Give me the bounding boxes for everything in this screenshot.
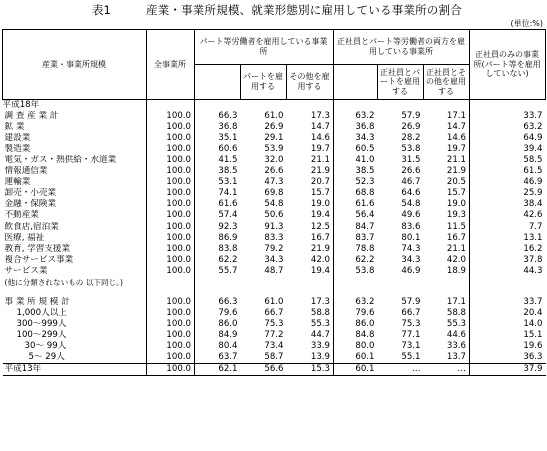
unit-label: (単位:%) xyxy=(510,19,543,28)
cell-value: 34.3 xyxy=(401,254,421,265)
cell-value: 56.6 xyxy=(241,364,287,376)
cell-value: 91.3 xyxy=(264,221,284,232)
header-regular-only: 正社員のみの事業所(パート等を雇用していない) xyxy=(470,30,546,100)
cell-value: 19.4 xyxy=(287,210,334,221)
cell-value: 38.5 xyxy=(218,166,238,177)
cell-value xyxy=(424,288,470,297)
cell-value: 100.0 xyxy=(147,199,195,210)
cell-value: 84.8 xyxy=(355,329,375,340)
cell-value: 54.8 xyxy=(401,199,421,210)
cell-value: 13.1 xyxy=(523,232,543,243)
cell-value: 34.3 xyxy=(355,133,375,144)
cell-value: 62.2 xyxy=(218,254,238,265)
cell-value: 29.1 xyxy=(264,133,284,144)
table-title xyxy=(0,2,547,18)
cell-value: 80.1 xyxy=(401,232,421,243)
row-label: 調 査 産 業 計 xyxy=(3,111,147,122)
cell-value: 48.7 xyxy=(264,265,284,276)
cell-value: 64.6 xyxy=(401,188,421,199)
cell-value: 61.6 xyxy=(355,199,375,210)
table-row xyxy=(3,319,546,330)
row-label: 電気・ガス・熱供給・水道業 xyxy=(3,155,147,166)
cell-value: 38.4 xyxy=(523,199,543,210)
table-row xyxy=(3,199,546,210)
cell-value xyxy=(470,288,546,297)
table-row xyxy=(3,111,546,122)
cell-value: 55.1 xyxy=(401,352,421,363)
cell-value: 100.0 xyxy=(147,233,195,244)
cell-value: 66.7 xyxy=(264,307,284,318)
cell-value: 68.8 xyxy=(355,188,375,199)
cell-value: 100.0 xyxy=(147,352,195,364)
cell-value: 100.0 xyxy=(147,297,195,308)
cell-value: 17.3 xyxy=(287,297,334,308)
table-row xyxy=(3,266,546,277)
header-other-employ: その他を雇用する xyxy=(287,65,334,100)
cell-value: 62.2 xyxy=(355,254,375,265)
cell-value: 64.9 xyxy=(523,133,543,144)
cell-value: 25.9 xyxy=(523,188,543,199)
cell-value: 86.0 xyxy=(218,318,238,329)
cell-value: 14.7 xyxy=(287,122,334,133)
cell-value xyxy=(147,277,195,288)
cell-value xyxy=(287,277,334,288)
table-row xyxy=(3,144,546,155)
cell-value: 33.6 xyxy=(424,341,470,352)
cell-value: 26.9 xyxy=(401,122,421,133)
cell-value: 83.7 xyxy=(355,232,375,243)
cell-value: 100.0 xyxy=(147,166,195,177)
cell-value: 50.6 xyxy=(264,210,284,221)
cell-value: 39.4 xyxy=(523,144,543,155)
cell-value: 78.8 xyxy=(355,243,375,254)
cell-value: 46.9 xyxy=(401,265,421,276)
row-label: 情報通信業 xyxy=(3,166,147,177)
cell-value: 26.6 xyxy=(264,166,284,177)
cell-value: 49.6 xyxy=(401,210,421,221)
cell-value: 55.3 xyxy=(287,319,334,330)
cell-value: 86.0 xyxy=(355,318,375,329)
header-part-employ: パートを雇用する xyxy=(241,65,287,100)
cell-value: 100.0 xyxy=(147,364,195,376)
cell-value xyxy=(334,288,378,297)
cell-value: 84.7 xyxy=(355,221,375,232)
cell-value: 11.5 xyxy=(424,222,470,233)
row-label: 医療, 福祉 xyxy=(3,233,147,244)
cell-value: 100.0 xyxy=(147,308,195,319)
cell-value: 73.1 xyxy=(401,340,421,351)
cell-value: 54.8 xyxy=(264,199,284,210)
header-regular-other: 正社員とその他を雇用する xyxy=(424,65,470,100)
cell-value: 100.0 xyxy=(147,155,195,166)
cell-value: 100.0 xyxy=(147,111,195,122)
cell-value: 26.9 xyxy=(264,122,284,133)
table-row xyxy=(3,188,546,199)
cell-value: 57.4 xyxy=(218,210,238,221)
cell-value: 79.6 xyxy=(218,307,238,318)
row-label: 卸売・小売業 xyxy=(3,188,147,199)
cell-value: 100.0 xyxy=(147,266,195,277)
cell-value: 61.0 xyxy=(264,111,284,122)
cell-value: 36.3 xyxy=(523,352,543,363)
cell-value: 33.7 xyxy=(523,296,543,307)
cell-value: 20.7 xyxy=(287,177,334,188)
cell-value: 53.8 xyxy=(401,144,421,155)
cell-value: 60.1 xyxy=(355,352,375,363)
cell-value: 47.3 xyxy=(264,177,284,188)
cell-value: 16.2 xyxy=(523,243,543,254)
table-row xyxy=(3,122,546,133)
cell-value: 66.3 xyxy=(218,296,238,307)
cell-value: 52.3 xyxy=(355,177,375,188)
cell-value: 17.1 xyxy=(424,297,470,308)
header-both-group: 正社員とパート等労働者の両方を雇用している事業所 xyxy=(334,30,470,65)
table-row xyxy=(3,155,546,166)
cell-value: 77.1 xyxy=(401,329,421,340)
cell-value xyxy=(287,288,334,297)
cell-value: 63.2 xyxy=(355,111,375,122)
cell-value: 46.7 xyxy=(401,177,421,188)
cell-value: 53.9 xyxy=(264,144,284,155)
section-label-h18: 平成18年 xyxy=(3,100,147,112)
cell-value: 42.0 xyxy=(424,255,470,266)
cell-value: 21.9 xyxy=(424,166,470,177)
cell-value: 63.2 xyxy=(523,122,543,133)
cell-value: 32.0 xyxy=(264,155,284,166)
row-label: 鉱 業 xyxy=(3,122,147,133)
table-row xyxy=(3,133,546,144)
cell-value: 21.1 xyxy=(287,155,334,166)
cell-value: 33.9 xyxy=(287,341,334,352)
row-label: 平成13年 xyxy=(3,364,147,376)
header-category: 産業・事業所規模 xyxy=(3,30,147,100)
cell-value: 44.7 xyxy=(287,330,334,341)
cell-value: … xyxy=(378,364,424,376)
cell-value: 62.1 xyxy=(195,364,241,376)
cell-value: 73.4 xyxy=(264,340,284,351)
cell-value: 57.9 xyxy=(401,111,421,122)
cell-value: 100.0 xyxy=(147,341,195,352)
cell-value: 84.9 xyxy=(218,329,238,340)
table-row xyxy=(3,352,546,364)
cell-value: 75.3 xyxy=(401,318,421,329)
row-label: 運輸業 xyxy=(3,177,147,188)
cell-value: 58.8 xyxy=(424,308,470,319)
cell-value: 36.8 xyxy=(218,122,238,133)
cell-value: 58.7 xyxy=(264,352,284,363)
cell-value: 19.4 xyxy=(287,266,334,277)
cell-value: 14.0 xyxy=(523,318,543,329)
row-label: 30～ 99人 xyxy=(3,341,147,352)
table-title-text: 産業・事業所規模、就業形態別に雇用している事業所の割合 xyxy=(146,3,462,17)
cell-value: 19.0 xyxy=(424,199,470,210)
cell-value: 19.7 xyxy=(424,144,470,155)
cell-value: 13.9 xyxy=(287,352,334,364)
cell-value: 55.3 xyxy=(424,319,470,330)
cell-value: 46.9 xyxy=(523,177,543,188)
cell-value: 28.2 xyxy=(401,133,421,144)
cell-value: 12.5 xyxy=(287,222,334,233)
cell-value: 61.5 xyxy=(523,166,543,177)
spacer-row xyxy=(3,288,546,297)
note-row xyxy=(3,277,546,288)
cell-value: 100.0 xyxy=(147,122,195,133)
statistics-table xyxy=(2,29,546,376)
header-part-group: パート等労働者を雇用している事業所 xyxy=(195,30,334,65)
cell-value: 31.5 xyxy=(401,155,421,166)
cell-value: … xyxy=(424,364,470,376)
table-row xyxy=(3,341,546,352)
cell-value: 60.6 xyxy=(218,144,238,155)
cell-value: 100.0 xyxy=(147,144,195,155)
cell-value: 80.4 xyxy=(218,340,238,351)
header-part-total xyxy=(195,65,241,100)
cell-value: 75.3 xyxy=(264,318,284,329)
cell-value: 19.3 xyxy=(424,210,470,221)
cell-value: 26.6 xyxy=(401,166,421,177)
table-row xyxy=(3,177,546,188)
cell-value xyxy=(147,288,195,297)
cell-value: 61.6 xyxy=(218,199,238,210)
cell-value: 60.5 xyxy=(355,144,375,155)
cell-value: 63.7 xyxy=(218,352,238,363)
cell-value: 16.7 xyxy=(424,233,470,244)
cell-value: 14.6 xyxy=(287,133,334,144)
cell-value: 21.9 xyxy=(287,244,334,255)
cell-value: 74.1 xyxy=(218,188,238,199)
cell-value: 66.3 xyxy=(218,111,238,122)
cell-value: 92.3 xyxy=(218,221,238,232)
cell-value: 55.7 xyxy=(218,265,238,276)
row-label: 建設業 xyxy=(3,133,147,144)
cell-value: 15.3 xyxy=(287,364,334,376)
row-label xyxy=(3,288,147,297)
table-row xyxy=(3,308,546,319)
cell-value: 58.8 xyxy=(287,308,334,319)
cell-value: 83.6 xyxy=(401,221,421,232)
cell-value: 100.0 xyxy=(147,255,195,266)
table-row xyxy=(3,330,546,341)
cell-value: 19.7 xyxy=(287,144,334,155)
table-row xyxy=(3,210,546,221)
cell-value: 42.0 xyxy=(287,255,334,266)
cell-value: 38.5 xyxy=(355,166,375,177)
cell-value: 20.5 xyxy=(424,177,470,188)
cell-value: 100.0 xyxy=(147,244,195,255)
cell-value: 100.0 xyxy=(147,133,195,144)
cell-value: 13.7 xyxy=(424,352,470,364)
cell-value: 19.0 xyxy=(287,199,334,210)
row-label: 100～299人 xyxy=(3,330,147,341)
cell-value: 14.7 xyxy=(424,122,470,133)
cell-value: 15.7 xyxy=(424,188,470,199)
table-row xyxy=(3,222,546,233)
row-label: 製造業 xyxy=(3,144,147,155)
cell-value xyxy=(195,277,241,288)
cell-value: 100.0 xyxy=(147,177,195,188)
cell-value xyxy=(424,277,470,288)
cell-value: 20.4 xyxy=(523,307,543,318)
row-label: 教育, 学習支援業 xyxy=(3,244,147,255)
cell-value: 14.6 xyxy=(424,133,470,144)
cell-value: 79.6 xyxy=(355,307,375,318)
cell-value: 15.7 xyxy=(287,188,334,199)
row-label: サービス業 xyxy=(3,266,147,277)
cell-value: 100.0 xyxy=(147,210,195,221)
cell-value: 21.9 xyxy=(287,166,334,177)
cell-value xyxy=(470,277,546,288)
cell-value: 100.0 xyxy=(147,319,195,330)
cell-value: 83.8 xyxy=(218,243,238,254)
cell-value: 37.8 xyxy=(523,254,543,265)
cell-value: 41.5 xyxy=(218,155,238,166)
header-all: 全事業所 xyxy=(147,30,195,100)
row-label: 5～ 29人 xyxy=(3,352,147,364)
cell-value: 63.2 xyxy=(355,296,375,307)
cell-value xyxy=(195,288,241,297)
row-label: 飲食店,宿泊業 xyxy=(3,222,147,233)
cell-value: 79.2 xyxy=(264,243,284,254)
cell-value: 53.1 xyxy=(218,177,238,188)
cell-value: 17.3 xyxy=(287,111,334,122)
cell-value: 53.8 xyxy=(355,265,375,276)
cell-value: 19.6 xyxy=(523,340,543,351)
row-label: 事 業 所 規 模 計 xyxy=(3,297,147,308)
row-label: 金融・保険業 xyxy=(3,199,147,210)
cell-value: 56.4 xyxy=(355,210,375,221)
table-row xyxy=(3,297,546,308)
row-label: 300～999人 xyxy=(3,319,147,330)
row-label: 複合サービス事業 xyxy=(3,255,147,266)
table-row xyxy=(3,255,546,266)
table-row xyxy=(3,244,546,255)
cell-value: 100.0 xyxy=(147,222,195,233)
cell-value: 86.9 xyxy=(218,232,238,243)
cell-value: 35.1 xyxy=(218,133,238,144)
cell-value: 61.0 xyxy=(264,296,284,307)
cell-value: 37.9 xyxy=(470,364,546,376)
cell-value: 17.1 xyxy=(424,111,470,122)
cell-value: 44.6 xyxy=(424,330,470,341)
row-label: (他に分類されないもの 以下同じ。) xyxy=(3,277,147,288)
cell-value: 83.3 xyxy=(264,232,284,243)
cell-value xyxy=(378,277,424,288)
cell-value xyxy=(334,277,378,288)
cell-value xyxy=(378,288,424,297)
cell-value: 100.0 xyxy=(147,188,195,199)
row-label: 不動産業 xyxy=(3,210,147,221)
cell-value: 42.6 xyxy=(523,210,543,221)
cell-value xyxy=(241,277,287,288)
cell-value: 41.0 xyxy=(355,155,375,166)
table-number: 表1 xyxy=(92,3,111,17)
header-both-total xyxy=(334,65,378,100)
cell-value: 58.5 xyxy=(523,155,543,166)
cell-value: 21.1 xyxy=(424,244,470,255)
cell-value: 34.3 xyxy=(264,254,284,265)
table-row xyxy=(3,166,546,177)
row-label: 1,000人以上 xyxy=(3,308,147,319)
cell-value: 80.0 xyxy=(355,340,375,351)
cell-value xyxy=(241,288,287,297)
cell-value: 36.8 xyxy=(355,122,375,133)
cell-value: 69.8 xyxy=(264,188,284,199)
cell-value: 21.1 xyxy=(424,155,470,166)
cell-value: 77.2 xyxy=(264,329,284,340)
cell-value: 60.1 xyxy=(334,364,378,376)
cell-value: 57.9 xyxy=(401,296,421,307)
header-regular-part: 正社員とパートを雇用する xyxy=(378,65,424,100)
cell-value: 100.0 xyxy=(147,330,195,341)
cell-value: 33.7 xyxy=(523,111,543,122)
cell-value: 7.7 xyxy=(528,221,543,232)
cell-value: 74.3 xyxy=(401,243,421,254)
cell-value: 18.9 xyxy=(424,266,470,277)
cell-value: 66.7 xyxy=(401,307,421,318)
h13-row xyxy=(3,364,546,376)
cell-value: 44.3 xyxy=(523,265,543,276)
cell-value: 15.1 xyxy=(523,329,543,340)
table-row xyxy=(3,233,546,244)
cell-value: 16.7 xyxy=(287,233,334,244)
